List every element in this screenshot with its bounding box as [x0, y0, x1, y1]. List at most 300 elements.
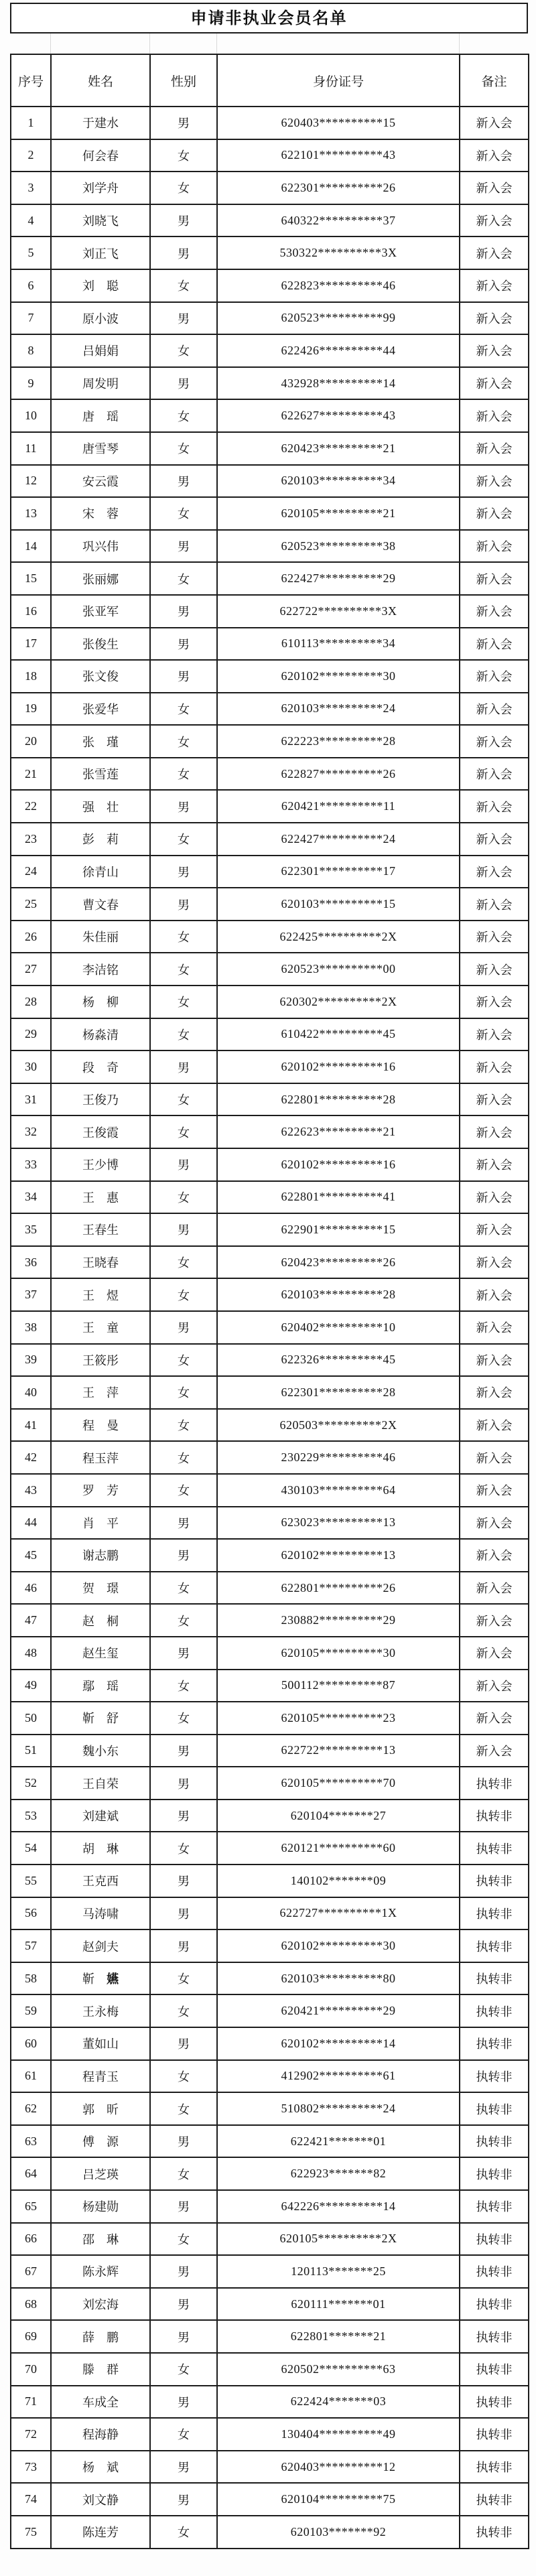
remark-cell: 新入会	[460, 1539, 529, 1572]
row-number-cell: 46	[11, 1572, 51, 1605]
faint-gridline	[459, 33, 460, 54]
table-row	[11, 921, 529, 953]
name-cell: 吕芝瑛	[51, 2157, 150, 2190]
gender-cell: 女	[150, 1994, 217, 2027]
table-row	[11, 1181, 529, 1214]
name-cell: 唐雪琴	[51, 432, 150, 465]
row-number-cell: 55	[11, 1865, 51, 1897]
id-number-cell: 622301**********28	[217, 1376, 460, 1409]
gender-cell: 男	[150, 2386, 217, 2419]
remark-cell: 新入会	[460, 1115, 529, 1148]
row-number-cell: 30	[11, 1050, 51, 1083]
id-number-cell: 622722**********3X	[217, 595, 460, 628]
name-cell: 徐青山	[51, 856, 150, 888]
name-cell: 刘建斌	[51, 1800, 150, 1832]
name-cell: 李洁铭	[51, 953, 150, 986]
gender-cell: 女	[150, 1702, 217, 1735]
id-number-cell: 510802**********24	[217, 2092, 460, 2125]
id-number-cell: 620523**********99	[217, 302, 460, 335]
id-number-cell: 622623**********21	[217, 1115, 460, 1148]
row-number-cell: 61	[11, 2060, 51, 2093]
id-number-cell: 622827**********26	[217, 758, 460, 791]
id-number-cell: 622801**********26	[217, 1572, 460, 1605]
name-cell: 宋 蓉	[51, 497, 150, 530]
table-row	[11, 334, 529, 367]
row-number-cell: 44	[11, 1507, 51, 1540]
gender-cell: 女	[150, 1441, 217, 1474]
name-cell: 张 瑾	[51, 725, 150, 758]
id-number-cell: 620503**********2X	[217, 1409, 460, 1442]
table-row	[11, 823, 529, 856]
remark-cell: 新入会	[460, 562, 529, 595]
name-cell: 朱佳丽	[51, 921, 150, 953]
gender-cell: 女	[150, 986, 217, 1018]
id-number-cell: 620103**********34	[217, 465, 460, 498]
row-number-cell: 32	[11, 1115, 51, 1148]
row-number-cell: 63	[11, 2125, 51, 2158]
name-cell: 滕 群	[51, 2353, 150, 2386]
row-number-cell: 28	[11, 986, 51, 1018]
name-cell: 王俊霞	[51, 1115, 150, 1148]
table-row	[11, 1604, 529, 1637]
row-number-cell: 22	[11, 790, 51, 823]
table-row	[11, 2418, 529, 2451]
row-number-cell: 23	[11, 823, 51, 856]
remark-cell: 执转非	[460, 2027, 529, 2060]
remark-cell: 执转非	[460, 2418, 529, 2451]
row-number-cell: 62	[11, 2092, 51, 2125]
remark-cell: 执转非	[460, 2223, 529, 2256]
table-row	[11, 1767, 529, 1800]
remark-cell: 新入会	[460, 1344, 529, 1377]
table-row	[11, 1115, 529, 1148]
row-number-cell: 38	[11, 1311, 51, 1344]
table-row	[11, 2386, 529, 2419]
row-number-cell: 2	[11, 139, 51, 172]
name-cell: 王俊乃	[51, 1083, 150, 1116]
row-number-cell: 53	[11, 1800, 51, 1832]
row-number-cell: 16	[11, 595, 51, 628]
remark-cell: 执转非	[460, 2451, 529, 2484]
gender-cell: 女	[150, 334, 217, 367]
row-number-cell: 58	[11, 1962, 51, 1995]
row-number-cell: 54	[11, 1832, 51, 1865]
remark-cell: 新入会	[460, 758, 529, 791]
row-number-cell: 51	[11, 1735, 51, 1767]
table-row	[11, 2483, 529, 2516]
remark-cell: 新入会	[460, 986, 529, 1018]
row-number-cell: 34	[11, 1181, 51, 1214]
id-number-cell: 620423**********26	[217, 1246, 460, 1279]
gender-cell: 女	[150, 1409, 217, 1442]
remark-cell: 新入会	[460, 823, 529, 856]
table-row	[11, 1735, 529, 1767]
remark-cell: 新入会	[460, 465, 529, 498]
remark-cell: 新入会	[460, 236, 529, 269]
id-number-cell: 620104*******27	[217, 1800, 460, 1832]
name-cell: 鄢 瑶	[51, 1670, 150, 1702]
id-number-cell: 620102**********30	[217, 660, 460, 693]
row-number-cell: 43	[11, 1474, 51, 1507]
remark-cell: 新入会	[460, 497, 529, 530]
gender-cell: 女	[150, 269, 217, 302]
remark-cell: 新入会	[460, 1311, 529, 1344]
gender-cell: 女	[150, 2353, 217, 2386]
faint-gridline	[216, 33, 217, 54]
table-row	[11, 2092, 529, 2125]
name-cell: 肖 平	[51, 1507, 150, 1540]
name-cell: 程海静	[51, 2418, 150, 2451]
gender-cell: 女	[150, 2060, 217, 2093]
gender-cell: 男	[150, 1800, 217, 1832]
gender-cell: 女	[150, 1115, 217, 1148]
row-number-cell: 56	[11, 1897, 51, 1930]
gender-cell: 女	[150, 2092, 217, 2125]
gender-cell: 男	[150, 1539, 217, 1572]
row-number-cell: 20	[11, 725, 51, 758]
table-row	[11, 399, 529, 432]
name-cell: 贺 璟	[51, 1572, 150, 1605]
table-row	[11, 1702, 529, 1735]
name-cell: 王克西	[51, 1865, 150, 1897]
table-row	[11, 172, 529, 204]
table-row	[11, 856, 529, 888]
table-row	[11, 1278, 529, 1311]
remark-cell: 新入会	[460, 1670, 529, 1702]
row-number-cell: 47	[11, 1604, 51, 1637]
table-row	[11, 204, 529, 237]
id-number-cell: 620121**********60	[217, 1832, 460, 1865]
name-cell: 谢志鹏	[51, 1539, 150, 1572]
table-row	[11, 302, 529, 335]
remark-cell: 新入会	[460, 139, 529, 172]
table-row	[11, 2255, 529, 2288]
id-number-cell: 622301**********17	[217, 856, 460, 888]
remark-cell: 新入会	[460, 302, 529, 335]
table-header-row	[11, 54, 529, 107]
header-cell-id: 身份证号	[217, 54, 460, 107]
table-row	[11, 139, 529, 172]
table-row	[11, 2125, 529, 2158]
id-number-cell: 620103**********28	[217, 1278, 460, 1311]
row-number-cell: 64	[11, 2157, 51, 2190]
gender-cell: 女	[150, 1376, 217, 1409]
id-number-cell: 640322**********37	[217, 204, 460, 237]
table-row	[11, 1507, 529, 1540]
id-number-cell: 620102**********30	[217, 1929, 460, 1962]
gender-cell: 男	[150, 888, 217, 921]
remark-cell: 执转非	[460, 1994, 529, 2027]
name-cell: 魏小东	[51, 1735, 150, 1767]
row-number-cell: 19	[11, 693, 51, 726]
name-cell: 靳 嬿	[51, 1962, 150, 1995]
id-number-cell: 622424*******03	[217, 2386, 460, 2419]
header-cell-remark: 备注	[460, 54, 529, 107]
remark-cell: 新入会	[460, 953, 529, 986]
id-number-cell: 620105**********2X	[217, 2223, 460, 2256]
row-number-cell: 26	[11, 921, 51, 953]
table-row	[11, 269, 529, 302]
id-number-cell: 622326**********45	[217, 1344, 460, 1377]
id-number-cell: 620105**********70	[217, 1767, 460, 1800]
row-number-cell: 13	[11, 497, 51, 530]
row-number-cell: 21	[11, 758, 51, 791]
name-cell: 安云霞	[51, 465, 150, 498]
remark-cell: 新入会	[460, 1246, 529, 1279]
id-number-cell: 432928**********14	[217, 367, 460, 400]
name-cell: 张亚军	[51, 595, 150, 628]
gender-cell: 男	[150, 1507, 217, 1540]
name-cell: 傅 源	[51, 2125, 150, 2158]
gender-cell: 女	[150, 1181, 217, 1214]
table-row	[11, 1474, 529, 1507]
table-body	[11, 107, 529, 2549]
id-number-cell: 620402**********10	[217, 1311, 460, 1344]
name-cell: 王自荣	[51, 1767, 150, 1800]
row-number-cell: 67	[11, 2255, 51, 2288]
table-row	[11, 1994, 529, 2027]
id-number-cell: 622627**********43	[217, 399, 460, 432]
remark-cell: 执转非	[460, 1800, 529, 1832]
name-cell: 刘文静	[51, 2483, 150, 2516]
row-number-cell: 35	[11, 1213, 51, 1246]
remark-cell: 新入会	[460, 1441, 529, 1474]
table-row	[11, 1376, 529, 1409]
row-number-cell: 41	[11, 1409, 51, 1442]
name-cell: 王永梅	[51, 1994, 150, 2027]
id-number-cell: 620103**********80	[217, 1962, 460, 1995]
row-number-cell: 49	[11, 1670, 51, 1702]
id-number-cell: 140102*******09	[217, 1865, 460, 1897]
table-row	[11, 2516, 529, 2549]
remark-cell: 执转非	[460, 2386, 529, 2419]
gender-cell: 男	[150, 790, 217, 823]
gender-cell: 男	[150, 2027, 217, 2060]
gender-cell: 男	[150, 236, 217, 269]
table-row	[11, 2060, 529, 2093]
remark-cell: 执转非	[460, 1865, 529, 1897]
name-cell: 程玉萍	[51, 1441, 150, 1474]
table-row	[11, 725, 529, 758]
gender-cell: 女	[150, 1962, 217, 1995]
gender-cell: 女	[150, 1018, 217, 1051]
header-cell-no: 序号	[11, 54, 51, 107]
id-number-cell: 120113*******25	[217, 2255, 460, 2288]
remark-cell: 新入会	[460, 790, 529, 823]
remark-cell: 新入会	[460, 1050, 529, 1083]
remark-cell: 新入会	[460, 660, 529, 693]
remark-cell: 新入会	[460, 1735, 529, 1767]
gender-cell: 女	[150, 2157, 217, 2190]
row-number-cell: 42	[11, 1441, 51, 1474]
document-sheet	[10, 3, 528, 2549]
name-cell: 王筱彤	[51, 1344, 150, 1377]
name-cell: 张文俊	[51, 660, 150, 693]
row-number-cell: 11	[11, 432, 51, 465]
table-row	[11, 693, 529, 726]
table-row	[11, 986, 529, 1018]
gender-cell: 男	[150, 530, 217, 563]
name-cell: 车成全	[51, 2386, 150, 2419]
name-cell: 彭 莉	[51, 823, 150, 856]
id-number-cell: 620103**********15	[217, 888, 460, 921]
remark-cell: 新入会	[460, 1213, 529, 1246]
table-row	[11, 2223, 529, 2256]
row-number-cell: 40	[11, 1376, 51, 1409]
name-cell: 杨 斌	[51, 2451, 150, 2484]
id-number-cell: 620102**********14	[217, 2027, 460, 2060]
gender-cell: 男	[150, 1767, 217, 1800]
name-cell: 张雪莲	[51, 758, 150, 791]
gender-cell: 女	[150, 2418, 217, 2451]
table-row	[11, 432, 529, 465]
name-cell: 强 壮	[51, 790, 150, 823]
remark-cell: 新入会	[460, 172, 529, 204]
id-number-cell: 620421**********11	[217, 790, 460, 823]
id-number-cell: 622727**********1X	[217, 1897, 460, 1930]
name-cell: 罗 芳	[51, 1474, 150, 1507]
name-cell: 周发明	[51, 367, 150, 400]
table-row	[11, 1929, 529, 1962]
gender-cell: 男	[150, 2288, 217, 2321]
remark-cell: 执转非	[460, 1929, 529, 1962]
remark-cell: 执转非	[460, 2516, 529, 2549]
gender-cell: 女	[150, 432, 217, 465]
id-number-cell: 620302**********2X	[217, 986, 460, 1018]
id-number-cell: 622823**********46	[217, 269, 460, 302]
name-cell: 赵 桐	[51, 1604, 150, 1637]
gender-cell: 女	[150, 693, 217, 726]
faint-gridline	[149, 33, 150, 54]
id-number-cell: 620523**********00	[217, 953, 460, 986]
name-cell: 程 曼	[51, 1409, 150, 1442]
id-number-cell: 130404**********49	[217, 2418, 460, 2451]
gender-cell: 女	[150, 758, 217, 791]
row-number-cell: 1	[11, 107, 51, 139]
row-number-cell: 60	[11, 2027, 51, 2060]
id-number-cell: 430103**********64	[217, 1474, 460, 1507]
remark-cell: 新入会	[460, 1604, 529, 1637]
name-cell: 杨淼清	[51, 1018, 150, 1051]
name-cell: 刘宏海	[51, 2288, 150, 2321]
gender-cell: 女	[150, 725, 217, 758]
gender-cell: 女	[150, 1474, 217, 1507]
name-cell: 唐 瑶	[51, 399, 150, 432]
name-cell: 巩兴伟	[51, 530, 150, 563]
name-cell: 张俊生	[51, 628, 150, 661]
gender-cell: 女	[150, 953, 217, 986]
table-row	[11, 1083, 529, 1116]
table-row	[11, 758, 529, 791]
remark-cell: 执转非	[460, 2483, 529, 2516]
gender-cell: 女	[150, 1083, 217, 1116]
row-number-cell: 70	[11, 2353, 51, 2386]
id-number-cell: 620111*******01	[217, 2288, 460, 2321]
row-number-cell: 75	[11, 2516, 51, 2549]
row-number-cell: 71	[11, 2386, 51, 2419]
remark-cell: 新入会	[460, 856, 529, 888]
gender-cell: 女	[150, 1246, 217, 1279]
remark-cell: 新入会	[460, 1637, 529, 1670]
gender-cell: 女	[150, 2223, 217, 2256]
name-cell: 郭 昕	[51, 2092, 150, 2125]
remark-cell: 执转非	[460, 2060, 529, 2093]
gender-cell: 男	[150, 2320, 217, 2353]
id-number-cell: 620103*******92	[217, 2516, 460, 2549]
table-row	[11, 1148, 529, 1181]
row-number-cell: 17	[11, 628, 51, 661]
remark-cell: 新入会	[460, 1148, 529, 1181]
header-cell-gender: 性别	[150, 54, 217, 107]
name-cell: 何会春	[51, 139, 150, 172]
row-number-cell: 50	[11, 1702, 51, 1735]
remark-cell: 新入会	[460, 399, 529, 432]
table-row	[11, 236, 529, 269]
table-row	[11, 107, 529, 139]
gender-cell: 男	[150, 204, 217, 237]
name-cell: 刘正飞	[51, 236, 150, 269]
name-cell: 原小波	[51, 302, 150, 335]
id-number-cell: 622421*******01	[217, 2125, 460, 2158]
row-number-cell: 68	[11, 2288, 51, 2321]
remark-cell: 新入会	[460, 334, 529, 367]
table-row	[11, 1670, 529, 1702]
table-row	[11, 1409, 529, 1442]
id-number-cell: 622301**********26	[217, 172, 460, 204]
row-number-cell: 36	[11, 1246, 51, 1279]
row-number-cell: 65	[11, 2190, 51, 2223]
row-number-cell: 31	[11, 1083, 51, 1116]
name-cell: 马涛啸	[51, 1897, 150, 1930]
name-cell: 陈连芳	[51, 2516, 150, 2549]
name-cell: 刘学舟	[51, 172, 150, 204]
remark-cell: 新入会	[460, 1572, 529, 1605]
remark-cell: 执转非	[460, 2190, 529, 2223]
gender-cell: 女	[150, 823, 217, 856]
gender-cell: 男	[150, 107, 217, 139]
gender-cell: 男	[150, 1050, 217, 1083]
gender-cell: 男	[150, 2190, 217, 2223]
id-number-cell: 620102**********13	[217, 1539, 460, 1572]
gender-cell: 女	[150, 1278, 217, 1311]
table-row	[11, 953, 529, 986]
remark-cell: 新入会	[460, 107, 529, 139]
id-number-cell: 620421**********29	[217, 1994, 460, 2027]
row-number-cell: 27	[11, 953, 51, 986]
id-number-cell: 622923*******82	[217, 2157, 460, 2190]
row-number-cell: 73	[11, 2451, 51, 2484]
table-row	[11, 465, 529, 498]
title-header-gap	[10, 33, 528, 54]
remark-cell: 执转非	[460, 2125, 529, 2158]
name-cell: 杨 柳	[51, 986, 150, 1018]
id-number-cell: 620502**********63	[217, 2353, 460, 2386]
name-cell: 杨建勋	[51, 2190, 150, 2223]
gender-cell: 男	[150, 1735, 217, 1767]
gender-cell: 男	[150, 628, 217, 661]
row-number-cell: 69	[11, 2320, 51, 2353]
id-number-cell: 530322**********3X	[217, 236, 460, 269]
table-row	[11, 1572, 529, 1605]
id-number-cell: 622722**********13	[217, 1735, 460, 1767]
id-number-cell: 500112**********87	[217, 1670, 460, 1702]
id-number-cell: 620523**********38	[217, 530, 460, 563]
gender-cell: 男	[150, 856, 217, 888]
row-number-cell: 10	[11, 399, 51, 432]
gender-cell: 男	[150, 2125, 217, 2158]
row-number-cell: 37	[11, 1278, 51, 1311]
table-row	[11, 2190, 529, 2223]
